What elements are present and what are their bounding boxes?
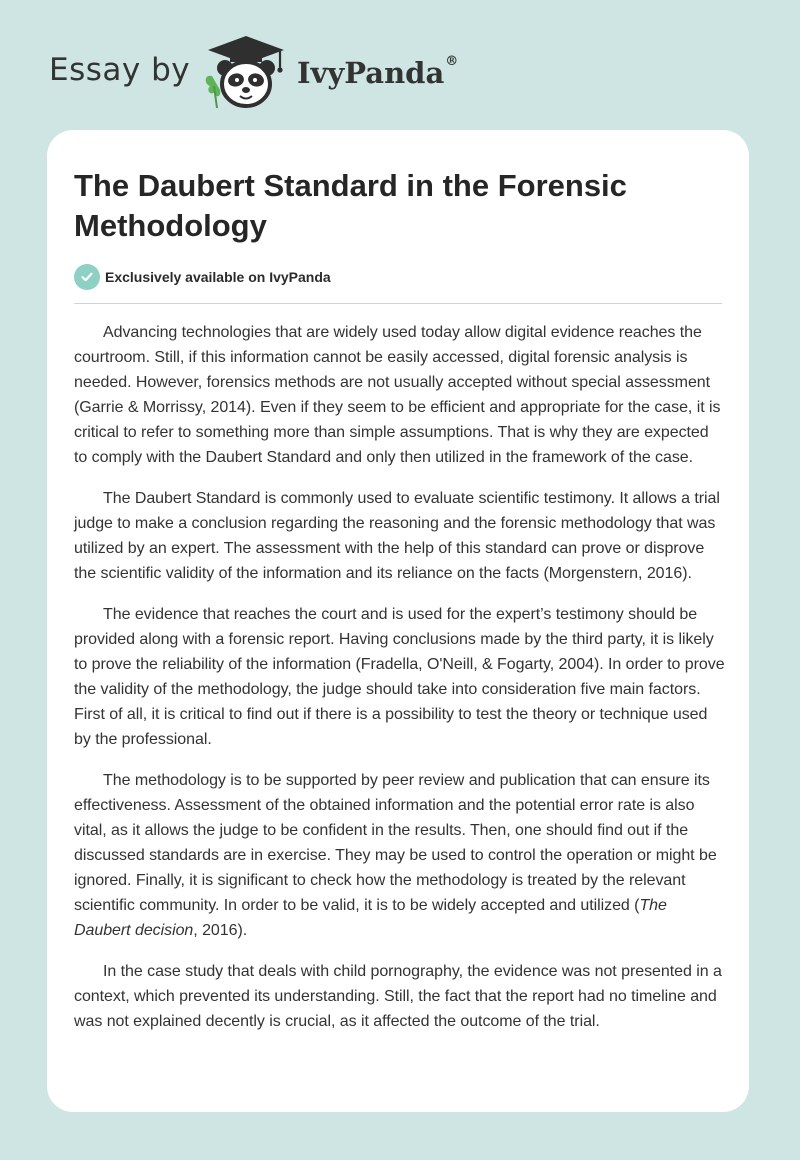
exclusive-label: Exclusively available on IvyPanda <box>105 269 331 285</box>
exclusive-badge <box>74 264 331 290</box>
paragraph-4: The methodology is to be supported by peer review and publication that can ensure its effectiveness. Assessment of the obtained information and the potential error rate is also vital, as it allows the judge to be confident in the results. Then, one should find out if the discussed standards are in exercise. They may be used to control the operation or might be ignored. Finally, it is significant to check how the methodology is treated by the relevant scientific community. In order to be valid, it is to be widely accepted and utilized (The Daubert decision, 2016). <box>74 772 717 939</box>
brand-name[interactable]: IvyPanda® <box>297 54 459 90</box>
paragraph-2: The Daubert Standard is commonly used to evaluate scientific testimony. It allows a trial judge to make a conclusion regarding the reasoning and the forensic methodology that was utilized by an expert. The assessment with the help of this standard can prove or disprove the scientific validity of the information and its reliance on the facts (Morgenstern, 2016). <box>74 490 720 582</box>
site-header <box>0 0 800 130</box>
divider <box>74 303 722 304</box>
essay-title: The Daubert Standard in the Forensic Methodology <box>74 168 627 243</box>
essay-body <box>74 320 726 1050</box>
registered-mark: ® <box>445 54 459 69</box>
essay-by-label: Essay by <box>49 52 191 88</box>
paragraph-3: The evidence that reaches the court and is used for the expert’s testimony should be provided along with a forensic report. Having conclusions made by the third party, it is likely to prove the reliability of the information (Fradella, O'Neill, & Fogarty, 2004). In order to prove the validity of the methodology, the judge should take into consideration five main factors. First of all, it is critical to find out if there is a possibility to test the theory or technique used by the professional. <box>74 606 725 748</box>
paragraph-5: In the case study that deals with child pornography, the evidence was not presented in a context, which prevented its understanding. Still, the fact that the report had no timeline and was not explained decently is crucial, as it affected the outcome of the trial. <box>74 963 722 1030</box>
cited-title: The Daubert decision <box>74 897 667 939</box>
essay-card <box>47 130 749 1112</box>
paragraph-1: Advancing technologies that are widely used today allow digital evidence reaches the courtroom. Still, if this information cannot be easily accessed, digital forensic analysis is needed. However, forensics methods are not usually accepted without special assessment (Garrie & Morrissy, 2014). Even if they seem to be efficient and appropriate for the case, it is critical to refer to something more than simple assumptions. That is why they are expected to comply with the Daubert Standard and only then utilized in the framework of the case. <box>74 324 721 466</box>
checkmark-icon <box>74 264 100 290</box>
panda-logo-icon[interactable] <box>200 30 292 112</box>
